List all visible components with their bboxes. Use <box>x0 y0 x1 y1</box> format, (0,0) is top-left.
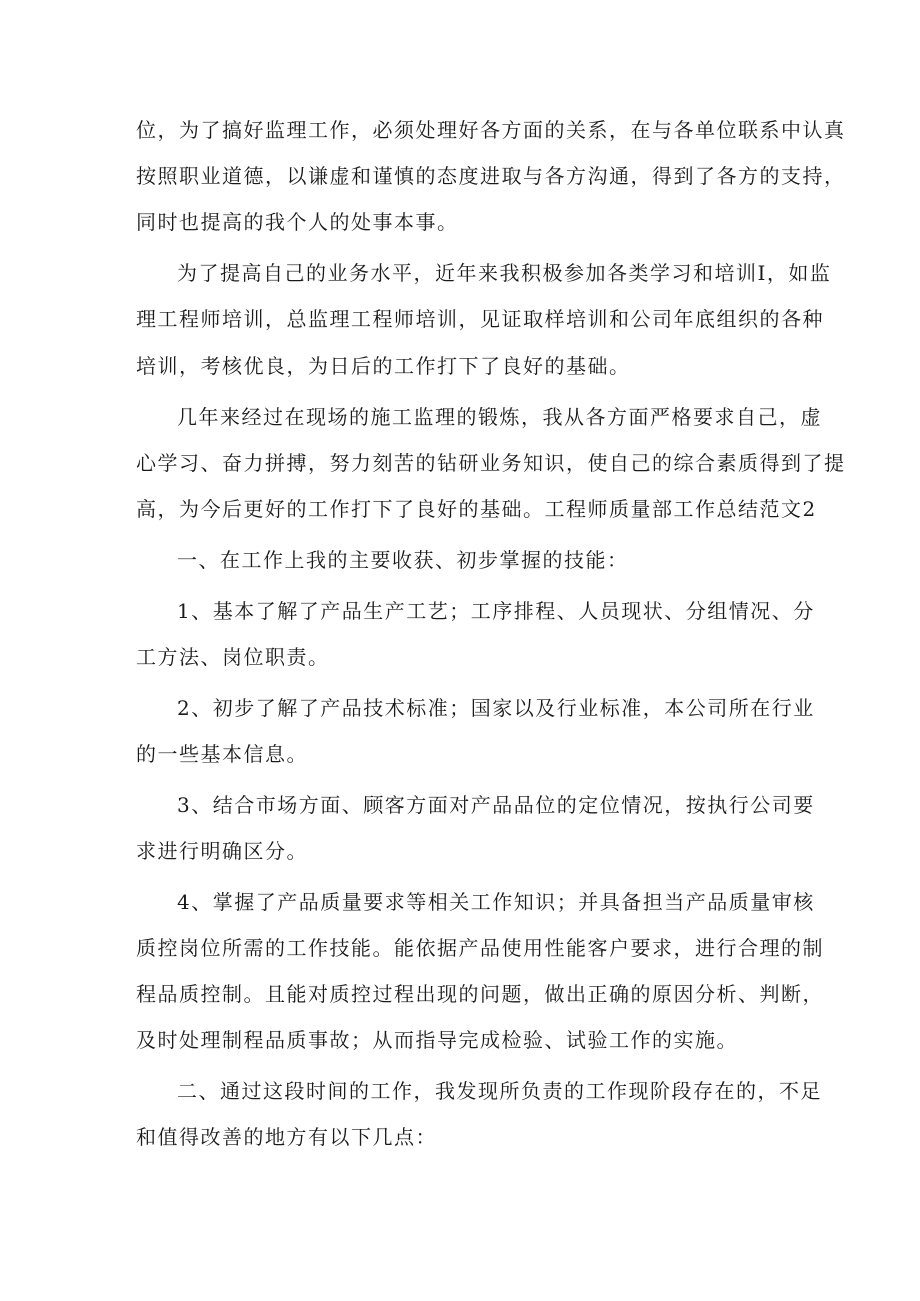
text-line: 为了提高自己的业务水平，近年来我积极参加各类学习和培训I，如监 <box>177 261 832 285</box>
text-line: 3、结合市场方面、顾客方面对产品品位的定位情况，按执行公司要 <box>177 793 815 817</box>
text-line: 同时也提高的我个人的处事本事。 <box>136 210 459 234</box>
text-line: 理工程师培训，总监理工程师培训，见证取样培训和公司年底组织的各种 <box>136 307 824 331</box>
text-line: 及时处理制程品质事故；从而指导完成检验、试验工作的实施。 <box>136 1028 738 1052</box>
text-line: 的一些基本信息。 <box>136 742 308 766</box>
text-line: 和值得改善的地方有以下几点： <box>136 1125 437 1149</box>
text-line: 程品质控制。且能对质控过程出现的问题，做出正确的原因分析、判断， <box>136 982 824 1006</box>
text-line: 一、在工作上我的主要收获、初步掌握的技能： <box>177 548 629 572</box>
text-line: 心学习、奋力拼搏，努力刻苦的钻研业务知识，使自己的综合素质得到了提 <box>136 451 846 475</box>
text-line: 求进行明确区分。 <box>136 839 308 863</box>
text-line: 工方法、岗位职责。 <box>136 645 330 669</box>
text-line: 按照职业道德，以谦虚和谨慎的态度进取与各方沟通，得到了各方的支持， <box>136 164 846 188</box>
text-line: 1、基本了解了产品生产工艺；工序排程、人员现状、分组情况、分 <box>177 599 815 623</box>
text-line: 位，为了搞好监理工作，必须处理好各方面的关系，在与各单位联系中认真 <box>136 118 846 142</box>
text-line: 二、通过这段时间的工作，我发现所负责的工作现阶段存在的，不足 <box>177 1079 822 1103</box>
text-line: 4、掌握了产品质量要求等相关工作知识；并具备担当产品质量审核 <box>177 890 815 914</box>
text-line: 培训，考核优良，为日后的工作打下了良好的基础。 <box>136 354 631 378</box>
text-line: 高，为今后更好的工作打下了良好的基础。工程师质量部工作总结范文2 <box>136 497 817 521</box>
text-line: 几年来经过在现场的施工监理的锻炼，我从各方面严格要求自己，虚 <box>177 405 822 429</box>
text-line: 质控岗位所需的工作技能。能依据产品使用性能客户要求，进行合理的制 <box>136 936 824 960</box>
text-line: 2、初步了解了产品技术标准；国家以及行业标准，本公司所在行业 <box>177 696 815 720</box>
